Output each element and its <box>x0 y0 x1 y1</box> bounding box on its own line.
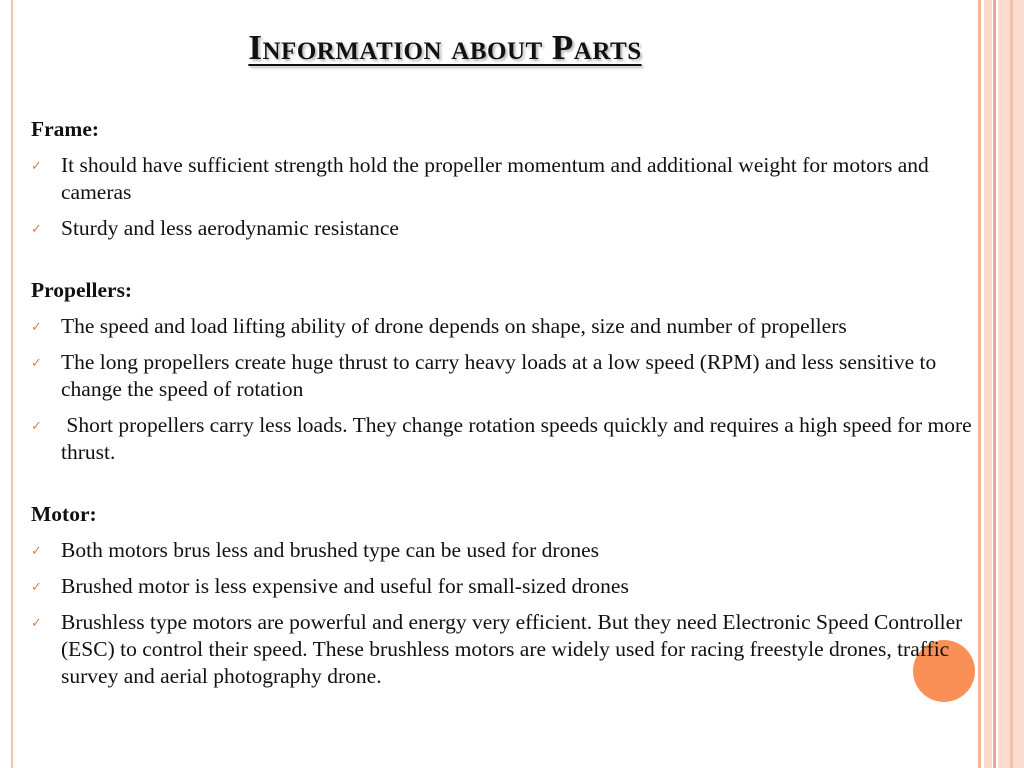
slide-body <box>31 116 981 690</box>
bullet-list-frame <box>31 152 981 242</box>
list-item-text: It should have sufficient strength hold the propeller momentum and additional weight for motors and cameras <box>61 153 929 204</box>
check-icon: ✓ <box>31 616 42 631</box>
section-heading-frame: Frame: <box>31 117 100 141</box>
right-stripe <box>984 0 992 768</box>
list-item <box>31 609 981 690</box>
check-icon: ✓ <box>31 222 42 237</box>
check-icon: ✓ <box>31 159 42 174</box>
list-item-text: The speed and load lifting ability of drone depends on shape, size and number of propellers <box>61 314 847 338</box>
check-icon: ✓ <box>31 356 42 371</box>
list-item <box>31 412 981 466</box>
slide-title: Information about Parts <box>248 28 642 67</box>
list-item <box>31 313 981 340</box>
check-icon: ✓ <box>31 320 42 335</box>
check-icon: ✓ <box>31 580 42 595</box>
list-item <box>31 537 981 564</box>
section-heading-propellers: Propellers: <box>31 278 133 302</box>
list-item <box>31 349 981 403</box>
section-heading-motor: Motor: <box>31 502 97 526</box>
left-border-line <box>11 0 13 768</box>
list-item-text: Both motors brus less and brushed type can be used for drones <box>61 538 599 562</box>
right-stripe <box>1010 0 1013 768</box>
check-icon: ✓ <box>31 544 42 559</box>
list-item-text: The long propellers create huge thrust to carry heavy loads at a low speed (RPM) and less sensitive to change the speed of rotation <box>61 350 937 401</box>
right-stripe <box>993 0 996 768</box>
list-item-text: Brushed motor is less expensive and useful for small-sized drones <box>61 574 629 598</box>
bullet-list-propellers <box>31 313 981 466</box>
check-icon: ✓ <box>31 419 42 434</box>
bullet-list-motor <box>31 537 981 690</box>
list-item <box>31 573 981 600</box>
list-item-text: Brushless type motors are powerful and energy very efficient. But they need Electronic Speed Controller (ESC) to control their speed. These brushless motors are widely used for racing freestyle drones, traffic survey and aerial photography drone. <box>61 610 963 688</box>
list-item-text: Short propellers carry less loads. They change rotation speeds quickly and requires a high speed for more thrust. <box>61 413 978 464</box>
list-item-text: Sturdy and less aerodynamic resistance <box>61 216 399 240</box>
list-item <box>31 152 981 206</box>
list-item <box>31 215 981 242</box>
